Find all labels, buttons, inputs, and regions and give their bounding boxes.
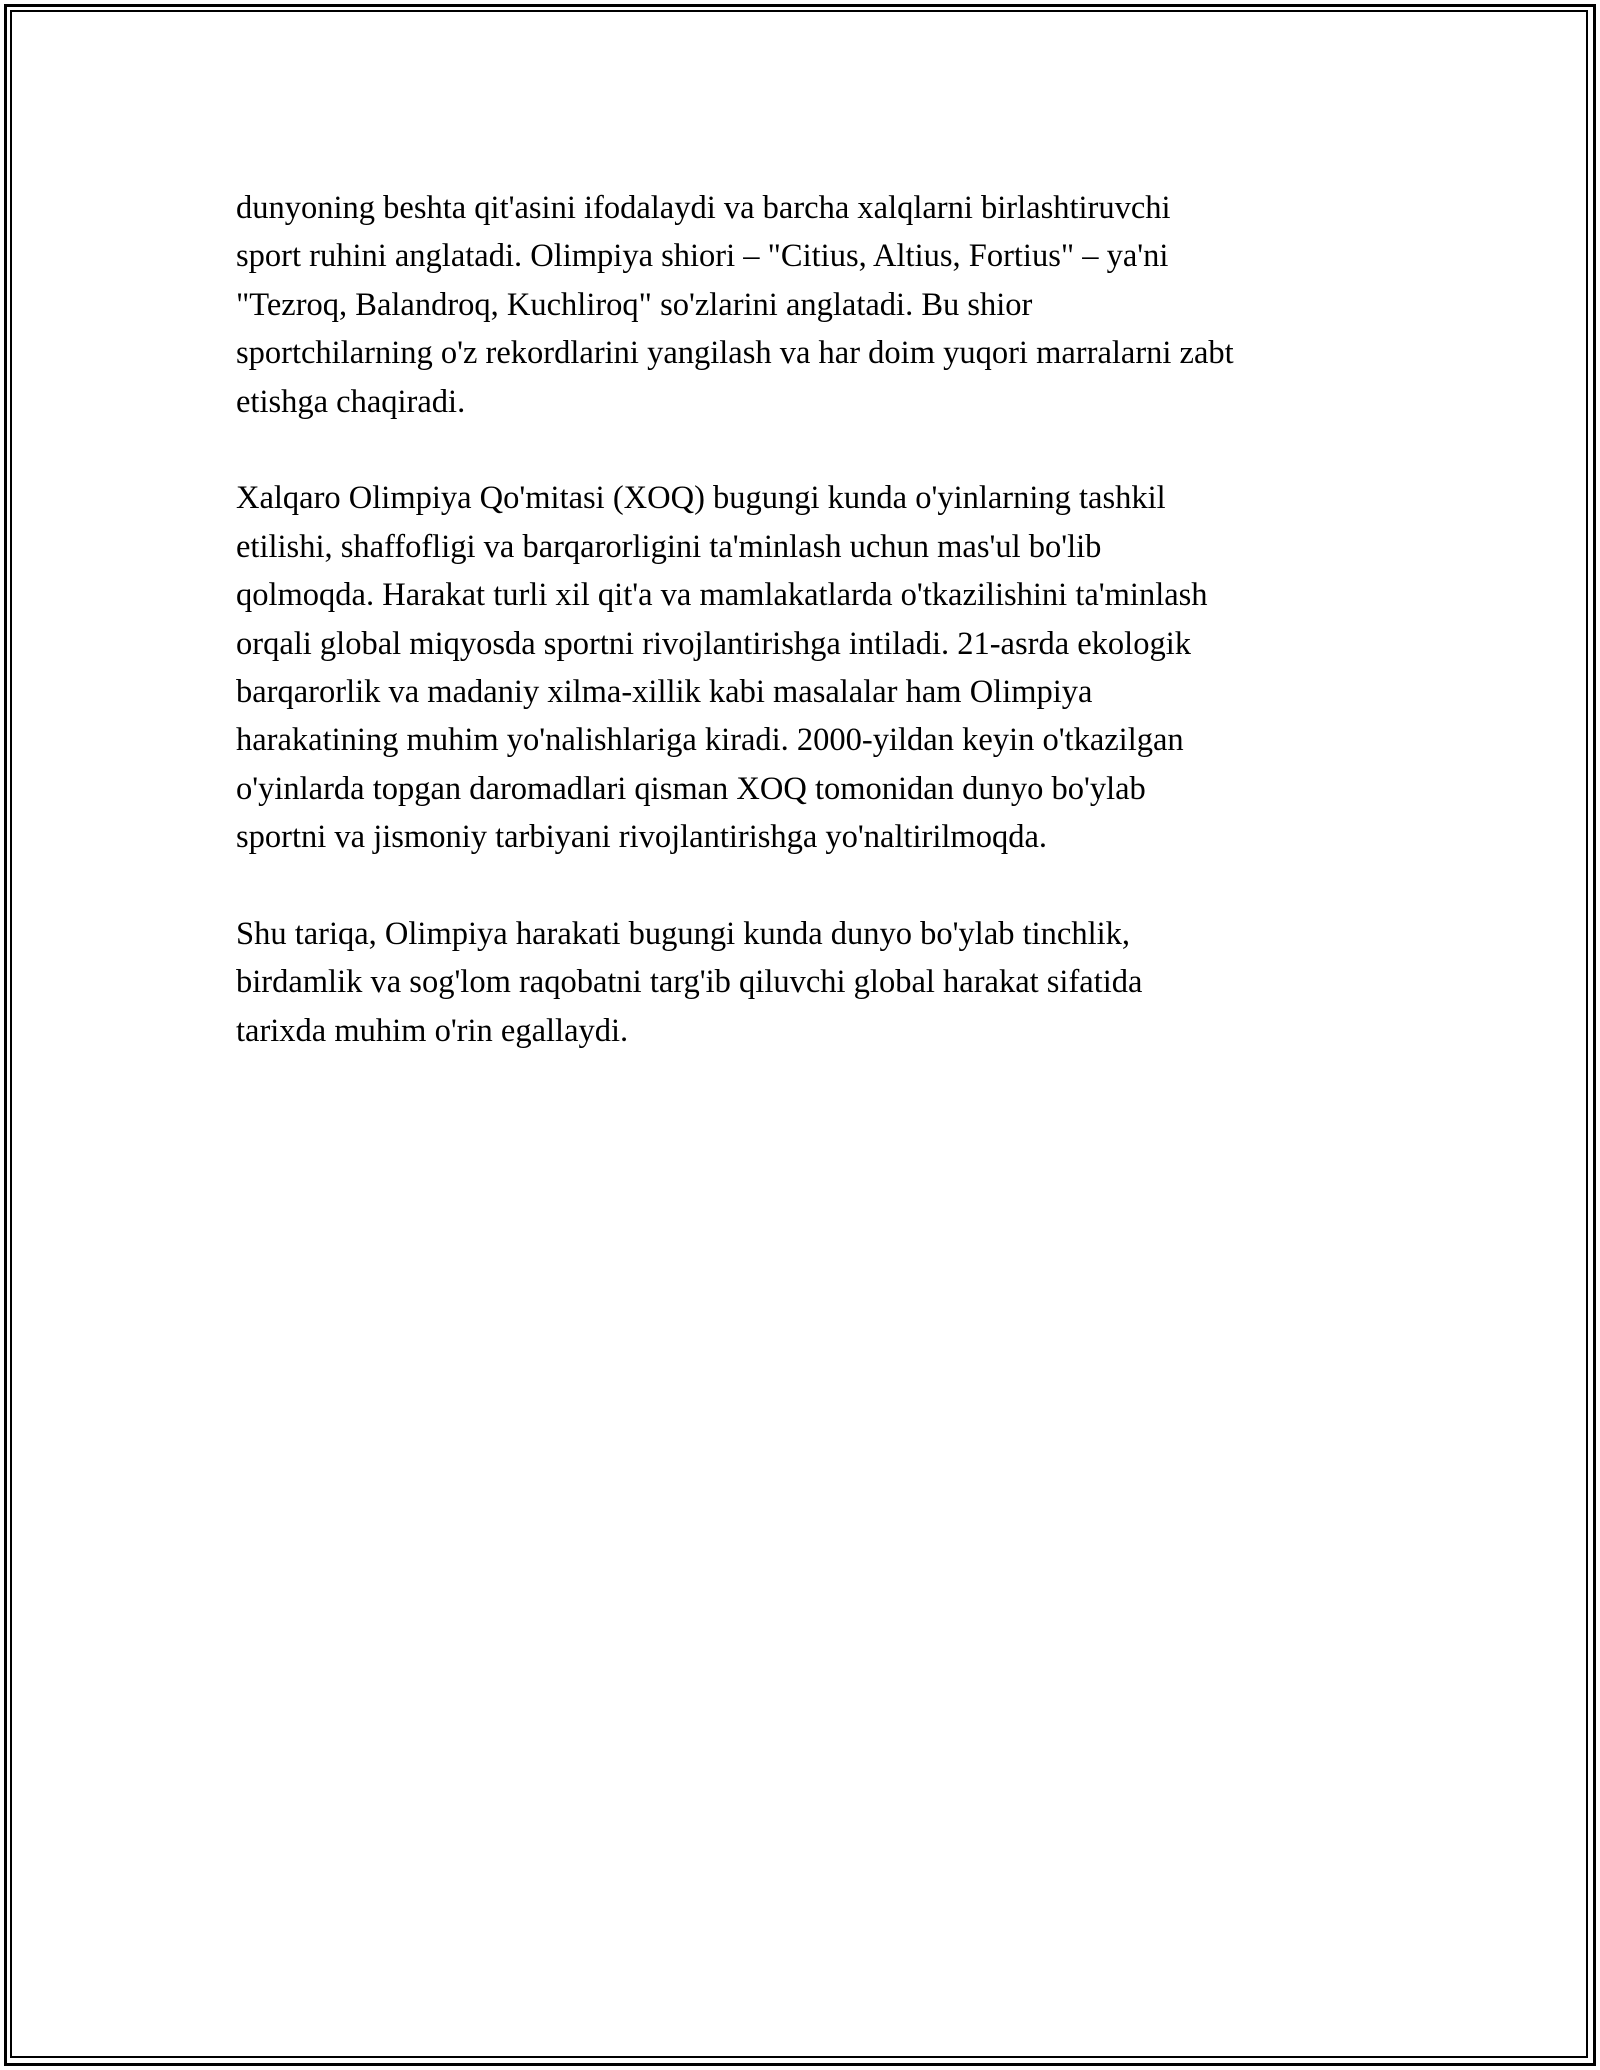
paragraph-1: dunyoning beshta qit'asini ifodalaydi va barcha xalqlarni birlashtiruvchi sport ruhini anglatadi. Olimpiya shiori – "Citius, Altius, Fortius" – ya'ni "Tezroq, Balandroq, Kuchliroq" so'zlarini anglatadi. Bu shior sportchilarning o'z rekordlarini yangilash va har doim yuqori marralarni zabt etishga chaqiradi. <box>236 190 1234 420</box>
paragraph-2: Xalqaro Olimpiya Qo'mitasi (XOQ) bugungi kunda o'yinlarning tashkil etilishi, shaffofligi va barqarorligini ta'minlash uchun mas'ul bo'lib qolmoqda. Harakat turli xil qit'a va mamlakatlarda o'tkazilishini ta'minlash orqali global miqyosda sportni rivojlantirishga intiladi. 21-asrda ekologik barqarorlik va madaniy xilma-xillik kabi masalalar ham Olimpiya harakatining muhim yo'nalishlariga kiradi. 2000-yildan keyin o'tkazilgan o'yinlarda topgan daromadlari qisman XOQ tomonidan dunyo bo'ylab sportni va jismoniy tarbiyani rivojlantirishga yo'naltirilmoqda. <box>236 480 1208 856</box>
document-body <box>236 184 1386 1104</box>
paragraph-3: Shu tariqa, Olimpiya harakati bugungi kunda dunyo bo'ylab tinchlik, birdamlik va sog'lom raqobatni targ'ib qiluvchi global harakat sifatida tarixda muhim o'rin egallaydi. <box>236 916 1143 1049</box>
